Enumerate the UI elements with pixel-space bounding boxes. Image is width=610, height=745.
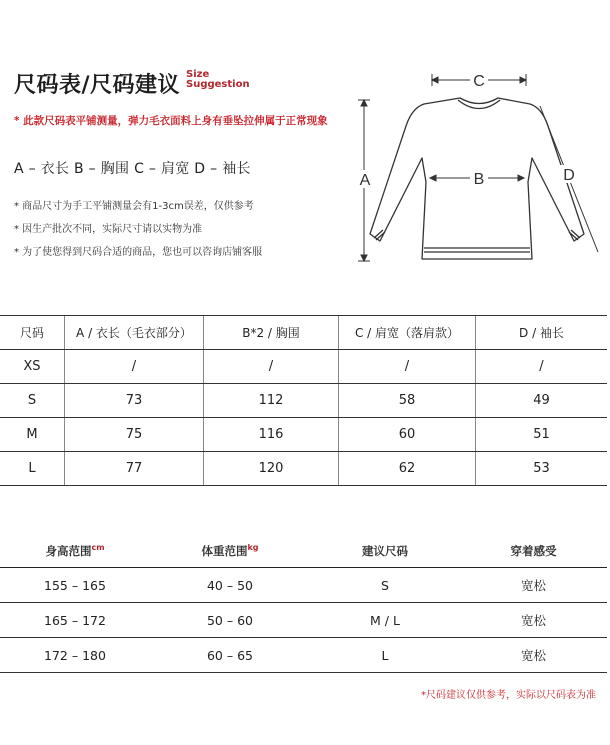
table-cell: 53 [476,452,608,486]
note-line: * 商品尺寸为手工平铺测量会有1-3cm误差，仅供参考 [14,201,254,212]
table-cell: S [0,384,65,418]
table-cell: 120 [204,452,339,486]
table-cell: 58 [339,384,476,418]
page-title-en [186,70,250,90]
header-cell: C / 肩宽（落肩款） [339,316,476,350]
table-cell: 49 [476,384,608,418]
table-cell: 60 [339,418,476,452]
title-en-line1: Size [186,69,210,80]
table-row [0,638,607,673]
table-cell: / [65,350,204,384]
size-table-header [0,316,607,350]
table-cell: M [0,418,65,452]
size-suggestion-table [0,534,607,673]
table-cell: 75 [65,418,204,452]
table-cell: / [339,350,476,384]
table-cell: 50 – 60 [150,603,310,638]
table-cell: 宽松 [460,568,607,603]
table-cell: L [0,452,65,486]
table-cell: 155 – 165 [0,568,150,603]
note-line: * 为了使您得到尺码合适的商品，您也可以咨询店铺客服 [14,247,263,258]
table-cell: 112 [204,384,339,418]
header-cell: 穿着感受 [460,534,607,568]
header-cell: 尺码 [0,316,65,350]
table-row [0,350,607,384]
table-cell: 51 [476,418,608,452]
table-cell: S [310,568,460,603]
sweater-neckline [458,100,500,109]
size-table [0,315,607,486]
table-row [0,418,607,452]
table-cell: 116 [204,418,339,452]
table-cell: M / L [310,603,460,638]
label-c: C [473,73,485,90]
table-cell: 73 [65,384,204,418]
note-line: * 因生产批次不同，实际尺寸请以实物为准 [14,224,203,235]
table-cell: 40 – 50 [150,568,310,603]
table-row [0,384,607,418]
table-cell: XS [0,350,65,384]
table-cell: 宽松 [460,603,607,638]
table-row [0,568,607,603]
header-cell: 建议尺码 [310,534,460,568]
header-cell: B*2 / 胸围 [204,316,339,350]
table-cell: 77 [65,452,204,486]
suggestion-table-header [0,534,607,568]
header-label: 体重范围 [201,543,248,558]
sweater-hem [424,248,530,252]
sweater-diagram [352,62,600,272]
header-cell: D / 袖长 [476,316,608,350]
table-cell: L [310,638,460,673]
table-cell: 165 – 172 [0,603,150,638]
page-title: 尺码表/尺码建议 [14,73,181,98]
table-cell: 60 – 65 [150,638,310,673]
table-cell: 62 [339,452,476,486]
unit-label: cm [91,542,105,552]
header-cell [150,534,310,568]
unit-label: kg [247,542,259,552]
label-d: D [563,167,575,184]
table-cell: 172 – 180 [0,638,150,673]
header-cell [0,534,150,568]
label-b: B [473,171,485,188]
table-cell: 宽松 [460,638,607,673]
warning-note: * 此款尺码表平铺测量，弹力毛衣面料上身有垂坠拉伸属于正常现象 [14,115,328,127]
table-cell: / [476,350,608,384]
label-a: A [359,172,371,189]
header-label: 身高范围 [45,543,92,558]
header-cell: A / 衣长（毛衣部分） [65,316,204,350]
footnote: *尺码建议仅供参考，实际以尺码表为准 [421,690,596,701]
table-row [0,452,607,486]
table-cell: / [204,350,339,384]
measurement-legend: A – 衣长 B – 胸围 C – 肩宽 D – 袖长 [14,161,251,177]
title-en-line2: Suggestion [186,79,250,90]
table-row [0,603,607,638]
